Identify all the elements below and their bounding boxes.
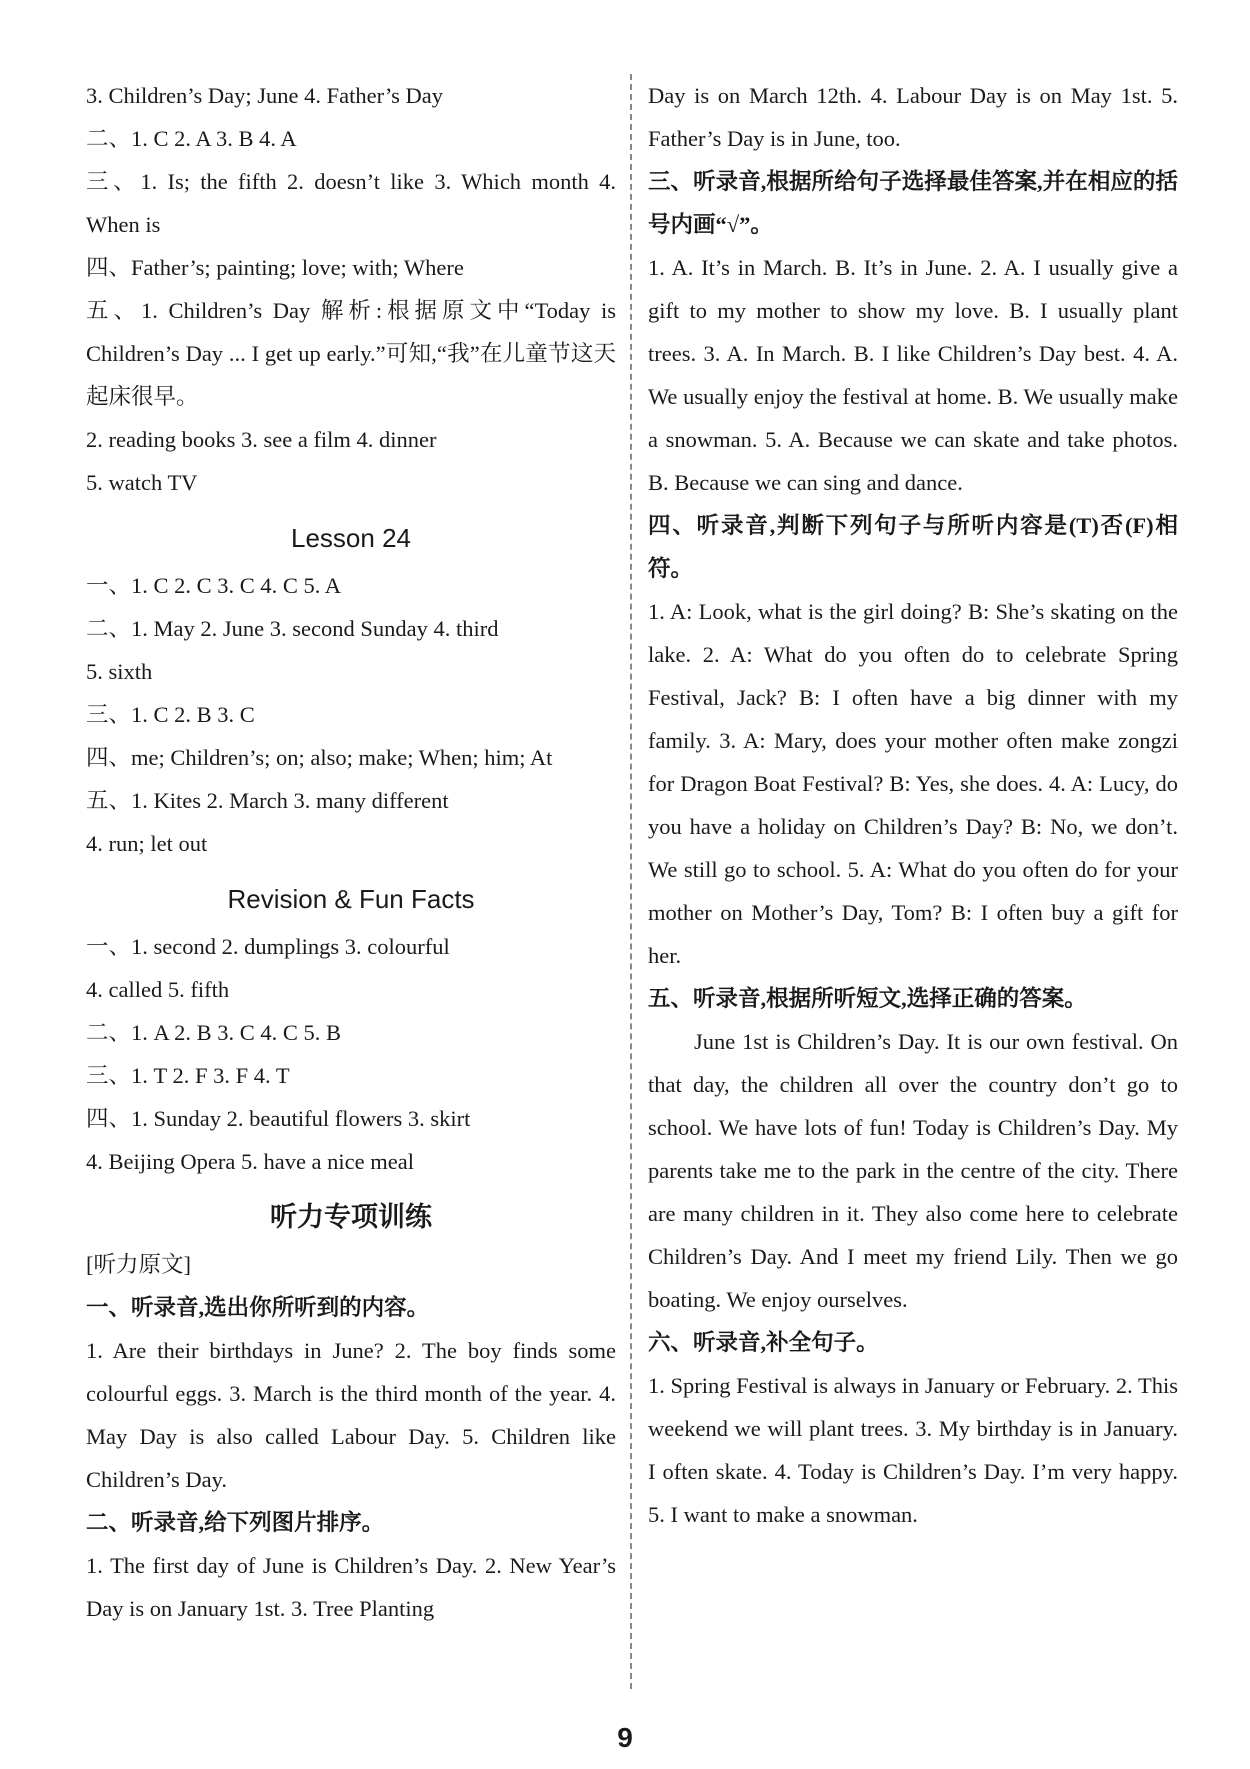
answer-line: 二、1. May 2. June 3. second Sunday 4. third xyxy=(86,616,499,641)
answer-line: 三、1. Is; the fifth 2. doesn’t like 3. Which month 4. When is xyxy=(86,169,616,237)
section-heading: Revision & Fun Facts xyxy=(227,884,475,914)
answer-line: 1. A. It’s in March. B. It’s in June. 2. A. I usually give a gift to my mother to show my love. B. I usually plant trees. 3. A. In March. B. I like Children’s Day best. 4. A. We usually enjoy the festival at home. B. We usually make a snowman. 5. A. Because we can skate and take photos. B. Because we can sing and dance. xyxy=(648,255,1178,495)
section-heading: Lesson 24 xyxy=(291,523,411,553)
answer-line: 4. run; let out xyxy=(86,831,208,856)
answer-line: 5. watch TV xyxy=(86,470,198,495)
column-divider xyxy=(630,74,632,1689)
answer-line: 5. sixth xyxy=(86,659,153,684)
answer-line: 1. A: Look, what is the girl doing? B: She’s skating on the lake. 2. A: What do you often do to celebrate Spring Festival, Jack? B: I often have a big dinner with my family. 3. A: Mary, does your mother often make zongzi for Dragon Boat Festival? B: Yes, she does. 4. A: Lucy, do you have a holiday on Children’s Day? B: No, we don’t. We still go to school. 5. A: What do you often do for your mother on Mother’s Day, Tom? B: I often buy a gift for her. xyxy=(648,599,1178,968)
answer-line: [听力原文] xyxy=(86,1252,191,1277)
answer-line: 三、1. T 2. F 3. F 4. T xyxy=(86,1063,290,1088)
answer-line: 4. called 5. fifth xyxy=(86,977,230,1002)
answer-line: 3. Children’s Day; June 4. Father’s Day xyxy=(86,83,444,108)
left-column xyxy=(86,74,616,1630)
answer-line: 一、1. C 2. C 3. C 4. C 5. A xyxy=(86,573,342,598)
answer-line: 2. reading books 3. see a film 4. dinner xyxy=(86,427,437,452)
passage-paragraph: June 1st is Children’s Day. It is our own festival. On that day, the children all over the country don’t go to school. We have lots of fun! Today is Children’s Day. My parents take me to the park in the centre of the city. There are many children in it. They also come here to celebrate Children’s Day. And I meet my friend Lily. Then we go boating. We enjoy ourselves. xyxy=(648,1029,1178,1312)
answer-line: Day is on March 12th. 4. Labour Day is on May 1st. 5. Father’s Day is in June, too. xyxy=(648,83,1178,151)
answer-line: 四、1. Sunday 2. beautiful flowers 3. skirt xyxy=(86,1106,471,1131)
question-instruction: 六、听录音,补全句子。 xyxy=(648,1330,879,1355)
answer-line: 4. Beijing Opera 5. have a nice meal xyxy=(86,1149,414,1174)
answer-line: 三、1. C 2. B 3. C xyxy=(86,702,255,727)
answer-line: 1. Are their birthdays in June? 2. The boy finds some colourful eggs. 3. March is the third month of the year. 4. May Day is also called Labour Day. 5. Children like Children’s Day. xyxy=(86,1338,616,1492)
page-number: 9 xyxy=(617,1722,633,1753)
question-instruction: 三、听录音,根据所给句子选择最佳答案,并在相应的括号内画“√”。 xyxy=(648,169,1178,237)
answer-line: 1. Spring Festival is always in January or February. 2. This weekend we will plant trees. 3. My birthday is in January. I often skate. 4. Today is Children’s Day. I’m very happy. 5. I want to make a snowman. xyxy=(648,1373,1178,1527)
answer-line: 1. The first day of June is Children’s Day. 2. New Year’s Day is on January 1st. 3. Tree Planting xyxy=(86,1553,616,1621)
answer-line: 四、Father’s; painting; love; with; Where xyxy=(86,255,464,280)
answer-line: 二、1. A 2. B 3. C 4. C 5. B xyxy=(86,1020,342,1045)
question-instruction: 五、听录音,根据所听短文,选择正确的答案。 xyxy=(648,986,1087,1011)
question-instruction: 四、听录音,判断下列句子与所听内容是(T)否(F)相符。 xyxy=(648,513,1178,581)
answer-line: 二、1. C 2. A 3. B 4. A xyxy=(86,126,297,151)
question-instruction: 二、听录音,给下列图片排序。 xyxy=(86,1510,385,1535)
question-instruction: 一、听录音,选出你所听到的内容。 xyxy=(86,1295,430,1320)
answer-line: 五、1. Children’s Day 解析:根据原文中“Today is Children’s Day ... I get up early.”可知,“我”在儿童节这天起床很早。 xyxy=(86,298,616,409)
section-heading: 听力专项训练 xyxy=(270,1202,432,1232)
answer-line: 五、1. Kites 2. March 3. many different xyxy=(86,788,449,813)
answer-line: 四、me; Children’s; on; also; make; When; him; At xyxy=(86,745,553,770)
right-column xyxy=(648,74,1178,1536)
answer-line: 一、1. second 2. dumplings 3. colourful xyxy=(86,934,450,959)
